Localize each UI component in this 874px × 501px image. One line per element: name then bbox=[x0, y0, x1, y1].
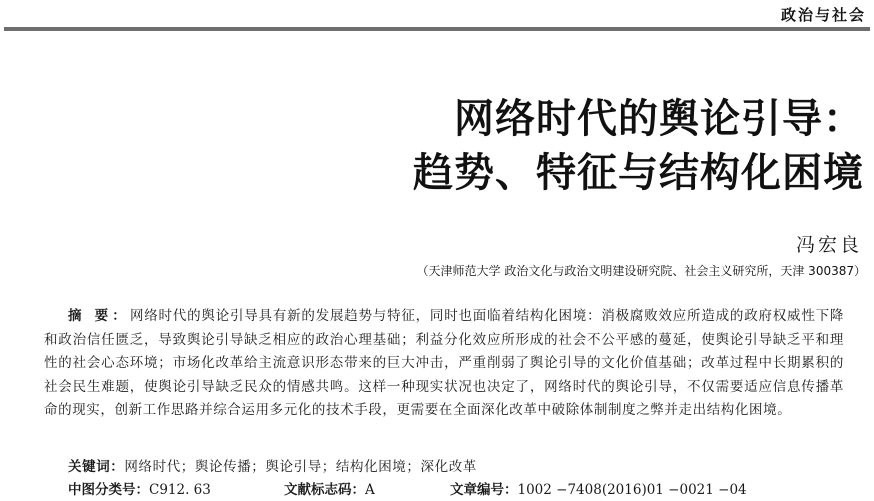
clc-label: 中图分类号： bbox=[68, 482, 149, 498]
keywords-text: 网络时代；舆论传播；舆论引导；结构化困境；深化改革 bbox=[124, 459, 477, 475]
clc-number bbox=[68, 478, 211, 498]
section-label: 政治与社会 bbox=[780, 6, 866, 24]
abstract-text: 网络时代的舆论引导具有新的发展趋势与特征，同时也面临着结构化困境：消极腐败效应所造成的政府权威性下降和政治信任匮乏，导致舆论引导缺乏相应的政治心理基础；利益分化效应所形成的社会不公平感的蔓延，使舆论引导缺乏平和理性的社会心态环境；市场化改革给主流意识形态带来的巨大冲击，严重削弱了舆论引导的文化价值基础；改革过程中长期累积的社会民生难题，使舆论引导缺乏民众的情感共鸣。这样一种现实状况也决定了，网络时代的舆论引导，不仅需要适应信息传播革命的现实，创新工作思路并综合运用多元化的技术手段，更需要在全面深化改革中破除体制制度之弊并走出结构化困境。 bbox=[44, 308, 845, 418]
document-code bbox=[284, 478, 375, 498]
article-number-value: 1002 −7408(2016)01 −0021 −04 bbox=[517, 482, 747, 498]
author-name: 冯宏良 bbox=[795, 234, 862, 256]
document-code-label: 文献标志码： bbox=[284, 482, 365, 498]
article-number-label: 文章编号： bbox=[450, 482, 518, 498]
clc-value: C912. 63 bbox=[149, 482, 211, 498]
header-rule bbox=[4, 27, 870, 31]
keywords-label: 关键词： bbox=[68, 459, 125, 475]
document-code-value: A bbox=[365, 482, 375, 498]
abstract bbox=[44, 305, 844, 423]
title-line-2: 趋势、特征与结构化困境 bbox=[413, 150, 864, 196]
article-number bbox=[450, 478, 747, 498]
abstract-label: 摘 要： bbox=[68, 308, 130, 324]
title-line-1: 网络时代的舆论引导： bbox=[454, 96, 864, 142]
keywords bbox=[68, 455, 477, 475]
article-title bbox=[413, 92, 864, 200]
classification-line bbox=[68, 478, 848, 500]
author-affiliation: （天津师范大学 政治文化与政治文明建设研究院、社会主义研究所，天津 300387） bbox=[416, 264, 866, 278]
